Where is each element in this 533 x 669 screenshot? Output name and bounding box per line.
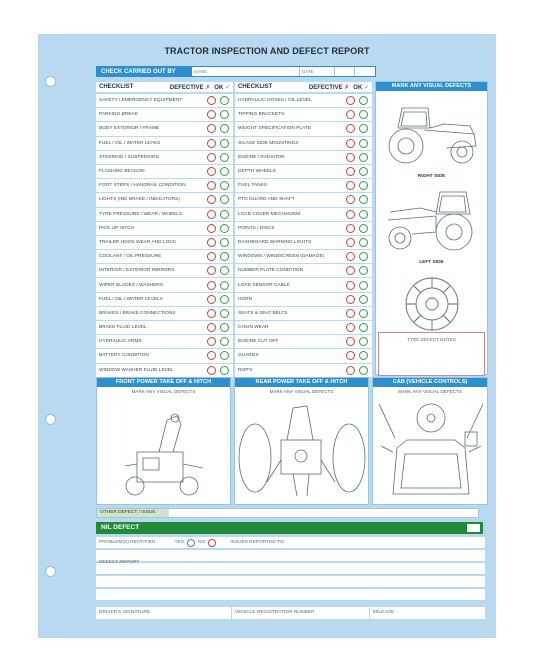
defective-radio[interactable] [207, 295, 216, 304]
signature-row [96, 607, 485, 619]
defective-radio[interactable] [346, 309, 355, 318]
nil-defect-bar [96, 522, 483, 534]
checklist-item-label: HYDRAULIC ARMS [99, 339, 142, 345]
ok-radio[interactable] [220, 281, 229, 290]
defective-radio[interactable] [346, 281, 355, 290]
ok-radio[interactable] [220, 153, 229, 162]
checklist-row [96, 321, 233, 335]
checklist-item-label: WINDOWS / WINDSCREEN (DAMAGE) [238, 254, 325, 260]
ok-radio[interactable] [359, 323, 368, 332]
defective-radio[interactable] [207, 167, 216, 176]
checklist-item-label: STEERING / SUSPENSION [99, 154, 159, 160]
defective-radio[interactable] [207, 224, 216, 233]
checklist-item-label: LOAD COVER MECHANISM [238, 211, 301, 217]
checklist-item-label: NUMBER PLATE CONDITION [238, 268, 304, 274]
checklist-item-label: FUEL TANKS [238, 183, 267, 189]
checklist-item-label: FOOT STEPS / HANDRAIL CONDITION [99, 183, 186, 189]
ok-radio[interactable] [220, 323, 229, 332]
checklist-row [96, 236, 233, 250]
check-carried-out-label: CHECK CARRIED OUT BY [97, 67, 192, 76]
defective-label: DEFECTIVE ✗ [308, 84, 350, 91]
checklist-item-label: WIPER BLADES / WASHERS [99, 282, 164, 288]
checklist-row [96, 349, 233, 363]
defect-report-line[interactable] [96, 563, 485, 574]
checklist-item-label: BRAKES / BRAKE CONNECTIONS [99, 310, 176, 316]
ok-radio[interactable] [359, 238, 368, 247]
ok-label: OK ✓ [353, 84, 369, 91]
checklist-item-label: ENGINE CUT OFF [238, 339, 279, 345]
defective-radio[interactable] [207, 153, 216, 162]
checklist-row [96, 335, 233, 349]
defect-report-line[interactable] [96, 550, 485, 561]
checklist-item-label: POINTS / DISCS [238, 225, 275, 231]
binder-hole [45, 566, 56, 577]
no-radio[interactable] [208, 539, 216, 547]
other-defect-label: OTHER DEFECT / ISSUE [97, 509, 169, 517]
checklist-row [235, 335, 372, 349]
problems-rectified-label: PROBLEM(S) RECTIFIED [99, 540, 156, 545]
defective-radio[interactable] [207, 351, 216, 360]
defective-radio[interactable] [207, 281, 216, 290]
checklist-row [96, 165, 233, 179]
yes-radio[interactable] [187, 539, 195, 547]
rear-pto-caption: MARK ANY VISUAL DEFECTS [269, 389, 334, 394]
checklist-row [96, 137, 233, 151]
defective-radio[interactable] [207, 238, 216, 247]
ok-radio[interactable] [359, 252, 368, 261]
defect-report-line[interactable] [96, 576, 485, 587]
checklist-item-label: FUEL / OIL / WATER LEVELS [99, 296, 163, 302]
defective-radio[interactable] [207, 181, 216, 190]
defective-radio[interactable] [346, 224, 355, 233]
checklist-header-right [235, 82, 372, 92]
checklist-right [235, 94, 372, 378]
ok-radio[interactable] [359, 266, 368, 275]
defective-radio[interactable] [346, 252, 355, 261]
defective-radio[interactable] [207, 323, 216, 332]
defect-report-line[interactable] [96, 589, 485, 600]
ok-radio[interactable] [359, 139, 368, 148]
defective-radio[interactable] [207, 110, 216, 119]
checklist-row [96, 208, 233, 222]
rear-pto-panel [234, 377, 369, 505]
ok-radio[interactable] [359, 153, 368, 162]
checklist-item-label: BRAKE FLUID LEVEL [99, 325, 147, 331]
ok-radio[interactable] [220, 96, 229, 105]
front-pto-caption: MARK ANY VISUAL DEFECTS [131, 389, 196, 394]
checklist-item-label: PARKING BREAK [99, 112, 138, 118]
checklist-item-label: FUEL / OIL / WATER LEAKS [99, 140, 161, 146]
checklist-row [235, 165, 372, 179]
checklist-row [235, 108, 372, 122]
checklist-item-label: LOAD SENSOR CABLE [238, 282, 290, 288]
ok-radio[interactable] [220, 110, 229, 119]
checklist-item-label: FLASHING BEACON [99, 169, 145, 175]
defective-radio[interactable] [207, 124, 216, 133]
defective-radio[interactable] [207, 337, 216, 346]
no-label: NO [198, 540, 206, 545]
defective-label: DEFECTIVE ✗ [169, 84, 211, 91]
checklist-left [96, 94, 233, 378]
checklist-row [96, 94, 233, 108]
date-field-part[interactable] [335, 67, 355, 76]
checklist-row [235, 250, 372, 264]
checklist-row [96, 293, 233, 307]
checklist-row [96, 122, 233, 136]
check-carried-out-bar [96, 66, 376, 77]
checklist-item-label: PTO GUARD AND SHAFT [238, 197, 295, 203]
date-field[interactable]: DATE [300, 67, 335, 76]
checklist-item-label: ENGINE / RADIATOR [238, 154, 285, 160]
ok-radio[interactable] [359, 366, 368, 375]
checklist-row [96, 179, 233, 193]
checklist-row [235, 307, 372, 321]
defective-radio[interactable] [346, 337, 355, 346]
checklist-item-label: COOLANT / OIL PRESSURE [99, 254, 162, 260]
checklist-label: CHECKLIST [99, 84, 134, 90]
checklist-item-label: BODY EXTERIOR / FRAME [99, 126, 160, 132]
left-side-label: LEFT SIDE [419, 260, 444, 265]
ok-radio[interactable] [359, 167, 368, 176]
rectified-row [96, 537, 485, 548]
ok-radio[interactable] [220, 337, 229, 346]
checklist-header-left [96, 82, 233, 92]
checklist-row [235, 208, 372, 222]
binder-hole [45, 76, 56, 87]
checklist-row [235, 179, 372, 193]
defective-radio[interactable] [346, 96, 355, 105]
ok-radio[interactable] [220, 366, 229, 375]
checklist-row [235, 94, 372, 108]
ok-radio[interactable] [220, 309, 229, 318]
tyre-defect-notes-box[interactable] [378, 332, 485, 376]
ok-radio[interactable] [220, 238, 229, 247]
checklist-item-label: DASHBOARD WARNING LIGHTS [238, 239, 312, 245]
cab-panel [372, 377, 488, 505]
defective-radio[interactable] [346, 181, 355, 190]
defective-radio[interactable] [346, 210, 355, 219]
defective-radio[interactable] [346, 351, 355, 360]
checklist-row [96, 151, 233, 165]
defective-radio[interactable] [207, 195, 216, 204]
checklist-row [235, 193, 372, 207]
ok-radio[interactable] [359, 351, 368, 360]
ok-radio[interactable] [220, 295, 229, 304]
yes-label: YES [174, 540, 185, 545]
ok-radio[interactable] [220, 266, 229, 275]
binder-hole [45, 414, 56, 425]
defective-radio[interactable] [207, 139, 216, 148]
ok-radio[interactable] [359, 281, 368, 290]
defective-radio[interactable] [346, 110, 355, 119]
date-field-part[interactable] [355, 67, 375, 76]
form-title: TRACTOR INSPECTION AND DEFECT REPORT [164, 46, 370, 56]
checklist-row [96, 264, 233, 278]
ok-radio[interactable] [359, 96, 368, 105]
ok-radio[interactable] [359, 181, 368, 190]
checklist-row [235, 293, 372, 307]
cab-controls-drawing[interactable] [377, 398, 485, 502]
defective-radio[interactable] [346, 167, 355, 176]
checklist-row [235, 264, 372, 278]
checklist-row [96, 307, 233, 321]
defective-radio[interactable] [346, 195, 355, 204]
checklist-item-label: TIPPING BRACKETS [238, 112, 285, 118]
cab-caption: MARK ANY VISUAL DEFECTS [398, 389, 462, 394]
checklist-item-label: PICK UP HITCH [99, 225, 135, 231]
defective-radio[interactable] [346, 295, 355, 304]
checklist-row [96, 364, 233, 378]
checklist-row [235, 321, 372, 335]
front-pto-panel [96, 377, 231, 505]
issues-reported-to-label: ISSUES REPORTED TO: [230, 540, 285, 545]
drivers-signature-field[interactable]: DRIVER'S SIGNATURE [96, 607, 232, 619]
ok-radio[interactable] [220, 167, 229, 176]
checklist-row [235, 122, 372, 136]
ok-radio[interactable] [359, 210, 368, 219]
checklist-item-label: SAFETY / EMERGENCY EQUIPMENT [99, 98, 183, 104]
defective-radio[interactable] [346, 266, 355, 275]
checklist-row [96, 108, 233, 122]
rear-hitch-drawing[interactable] [237, 400, 367, 502]
checklist-item-label: WINDOW WASHER FLUID LEVEL [99, 367, 174, 373]
defective-radio[interactable] [346, 366, 355, 375]
ok-radio[interactable] [220, 139, 229, 148]
checklist-item-label: ROP'S [238, 367, 253, 373]
tyre-drawing[interactable] [403, 275, 461, 333]
checklist-label: CHECKLIST [238, 84, 273, 90]
front-hitch-drawing[interactable] [119, 402, 209, 500]
cab-header: CAB (VEHICLE CONTROLS) [373, 378, 487, 387]
checklist-row [235, 137, 372, 151]
checklist-row [96, 193, 233, 207]
ok-radio[interactable] [220, 195, 229, 204]
ok-radio[interactable] [359, 124, 368, 133]
defective-radio[interactable] [207, 366, 216, 375]
defective-radio[interactable] [346, 238, 355, 247]
visual-defects-header: MARK ANY VISUAL DEFECTS [376, 82, 487, 91]
name-field[interactable]: NAME [192, 67, 300, 76]
checklist-item-label: CHAIN WEAR [238, 325, 269, 331]
ok-radio[interactable] [359, 110, 368, 119]
mileage-field[interactable]: MILEAGE [373, 610, 395, 615]
ok-radio[interactable] [220, 224, 229, 233]
checklist-item-label: HORN [238, 296, 253, 302]
ok-radio[interactable] [359, 337, 368, 346]
ok-radio[interactable] [220, 252, 229, 261]
checklist-row [235, 151, 372, 165]
defective-radio[interactable] [207, 266, 216, 275]
nil-defect-checkbox[interactable] [467, 524, 480, 532]
checklist-row [235, 364, 372, 378]
checklist-item-label: LIGHTS (INC BRAKE / INDICATORS) [99, 197, 180, 203]
nil-defect-label: NIL DEFECT [101, 524, 140, 531]
defective-radio[interactable] [207, 309, 216, 318]
defective-radio[interactable] [207, 210, 216, 219]
checklist-row [235, 222, 372, 236]
checklist-row [96, 222, 233, 236]
defective-radio[interactable] [346, 153, 355, 162]
checklist-row [235, 349, 372, 363]
checklist-item-label: WEIGHT SPECIFICATION PLATE [238, 126, 312, 132]
vehicle-registration-field[interactable]: VEHICLE REGISTRATION NUMBER [232, 607, 370, 619]
defective-radio[interactable] [346, 124, 355, 133]
ok-radio[interactable] [359, 295, 368, 304]
defective-radio[interactable] [207, 252, 216, 261]
ok-label: OK ✓ [214, 84, 230, 91]
ok-radio[interactable] [359, 309, 368, 318]
checklist-item-label: TYRE PRESSURE / WEAR / WHEELS [99, 211, 183, 217]
ok-radio[interactable] [359, 224, 368, 233]
checklist-item-label: GUARDS [238, 353, 259, 359]
checklist-row [235, 236, 372, 250]
tractor-left-side-drawing[interactable] [384, 188, 480, 254]
ok-radio[interactable] [359, 195, 368, 204]
checklist-row [235, 278, 372, 292]
checklist-item-label: TRAILER HOOK WEAR AND LOCK [99, 239, 177, 245]
checklist-item-label: BATTERY CONDITION [99, 353, 149, 359]
checklist-item-label: SEATS & SEAT BELTS [238, 310, 288, 316]
checklist-item-label: HYDRAULIC HOSES / OIL LEVEL [238, 98, 312, 104]
ok-radio[interactable] [220, 351, 229, 360]
defective-radio[interactable] [207, 96, 216, 105]
inspection-form-sheet [38, 34, 496, 638]
ok-radio[interactable] [220, 124, 229, 133]
tractor-right-side-drawing[interactable] [384, 104, 480, 166]
other-defect-field[interactable] [96, 508, 479, 518]
tyre-defect-notes-label: TYRE DEFECT NOTES [407, 337, 456, 342]
front-pto-header: FRONT POWER TAKE OFF & HITCH [97, 378, 230, 387]
defective-radio[interactable] [346, 139, 355, 148]
checklist-item-label: DEPTH WHEELS [238, 169, 276, 175]
checklist-item-label: INTERIOR / EXTERIOR MIRRORS [99, 268, 175, 274]
ok-radio[interactable] [220, 210, 229, 219]
visual-defects-panel [375, 81, 488, 375]
ok-radio[interactable] [220, 181, 229, 190]
defective-radio[interactable] [346, 323, 355, 332]
checklist-row [96, 250, 233, 264]
checklist-row [96, 278, 233, 292]
rear-pto-header: REAR POWER TAKE OFF & HITCH [235, 378, 368, 387]
right-side-label: RIGHT SIDE [417, 174, 446, 179]
checklist-item-label: SILAGE SIDE MOUNTINGS [238, 140, 299, 146]
